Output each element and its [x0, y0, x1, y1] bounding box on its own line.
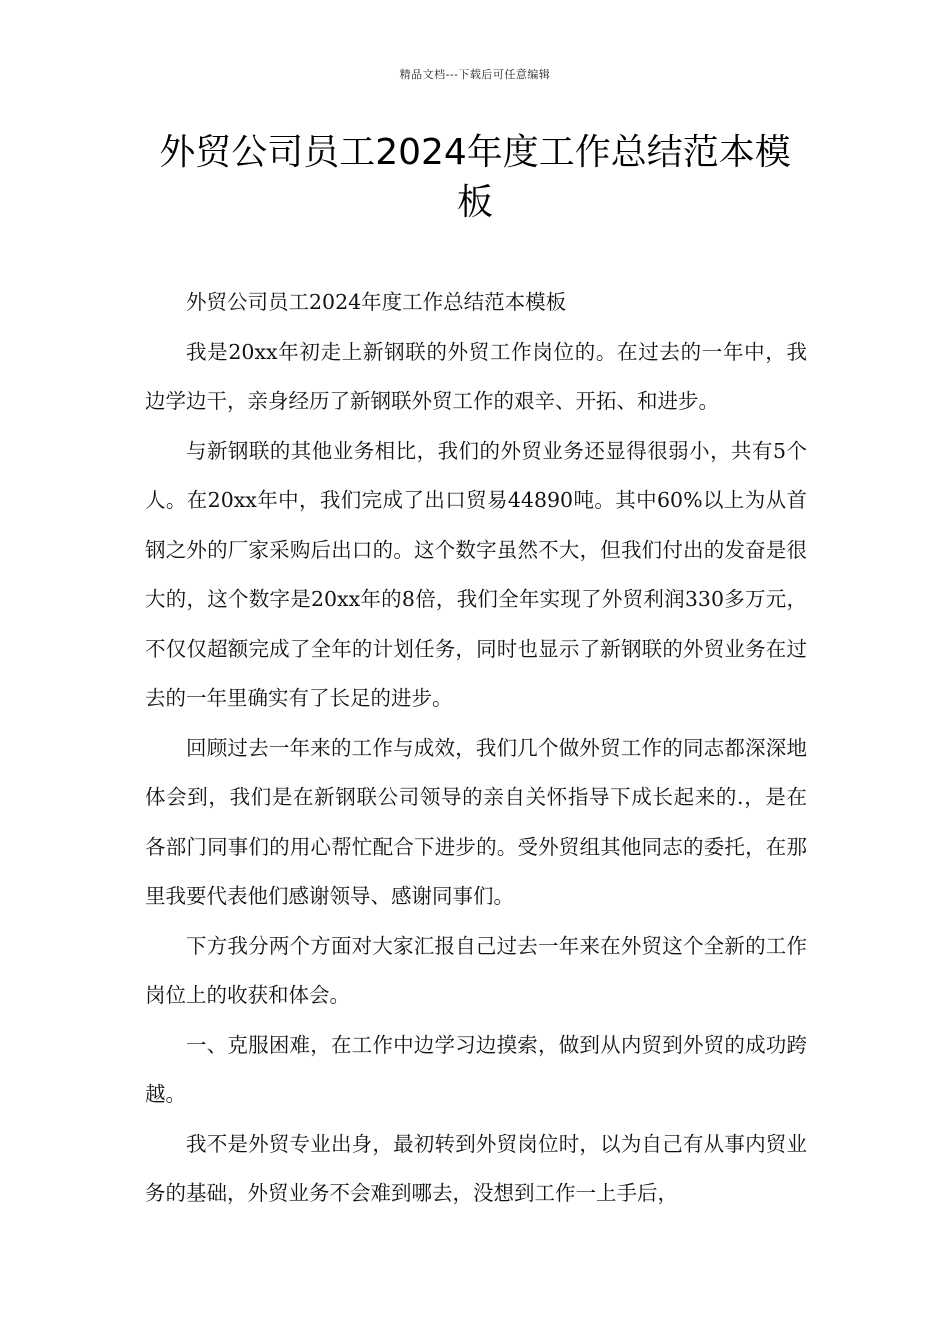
document-body [145, 278, 807, 1219]
paragraph: 回顾过去一年来的工作与成效，我们几个做外贸工作的同志都深深地体会到，我们是在新钢联公司领导的亲自关怀指导下成长起来的.，是在各部门同事们的用心帮忙配合下进步的。受外贸组其他同志的委托，在那里我要代表他们感谢领导、感谢同事们。 [145, 735, 807, 908]
paragraph: 与新钢联的其他业务相比，我们的外贸业务还显得很弱小，共有5个人。在20xx年中，我们完成了出口贸易44890吨。其中60%以上为从首钢之外的厂家采购后出口的。这个数字虽然不大，但我们付出的发奋是很大的，这个数字是20xx年的8倍，我们全年实现了外贸利润330多万元，不仅仅超额完成了全年的计划任务，同时也显示了新钢联的外贸业务在过去的一年里确实有了长足的进步。 [145, 438, 807, 710]
paragraph: 一、克服困难，在工作中边学习边摸索，做到从内贸到外贸的成功跨越。 [145, 1032, 807, 1106]
paragraph: 下方我分两个方面对大家汇报自己过去一年来在外贸这个全新的工作岗位上的收获和体会。 [145, 933, 807, 1007]
paragraph: 我不是外贸专业出身，最初转到外贸岗位时，以为自己有从事内贸业务的基础，外贸业务不会难到哪去，没想到工作一上手后， [145, 1131, 807, 1205]
header-note: 精品文档---下载后可任意编辑 [399, 68, 551, 81]
paragraph: 我是20xx年初走上新钢联的外贸工作岗位的。在过去的一年中，我边学边干，亲身经历了新钢联外贸工作的艰辛、开拓、和进步。 [145, 339, 807, 413]
document-title: 外贸公司员工2024年度工作总结范本模板 [159, 132, 791, 223]
paragraph: 外贸公司员工2024年度工作总结范本模板 [186, 290, 567, 314]
